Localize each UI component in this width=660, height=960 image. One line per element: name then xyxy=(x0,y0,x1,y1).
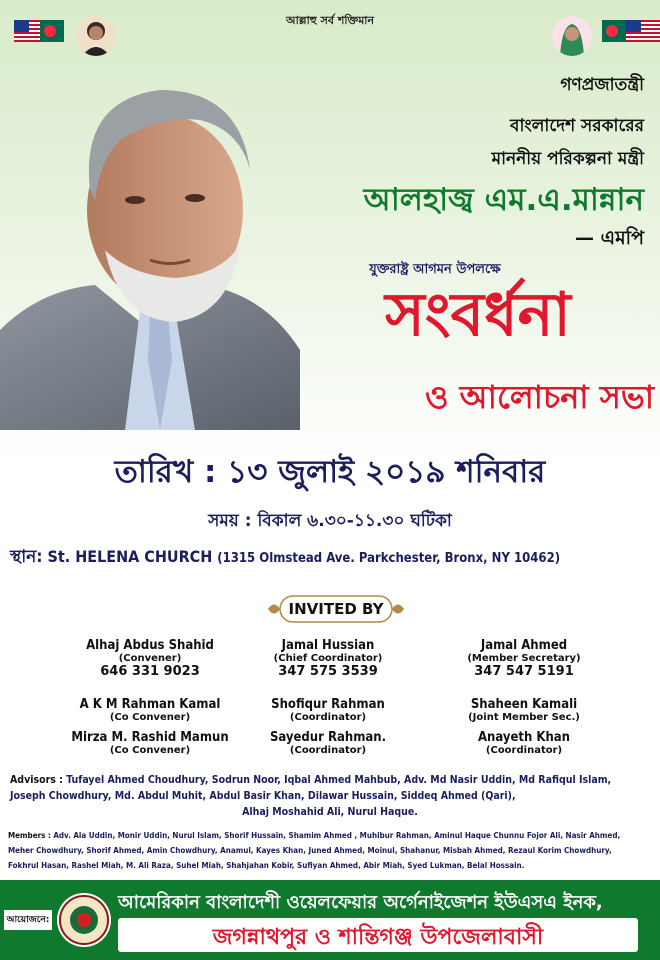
honoree-suffix: — এমপি xyxy=(575,227,644,249)
invitee xyxy=(424,638,624,679)
organizer-label: আয়োজনে: xyxy=(4,910,52,930)
invitee-role: (Chief Coordinator) xyxy=(273,653,383,664)
advisors-line-2: Joseph Chowdhury, Md. Abdul Muhit, Abdul Basir Khan, Dilawar Hussain, Siddeq Ahmed (Qari), xyxy=(10,790,516,802)
event-title: সংবর্ধনা xyxy=(385,280,571,350)
organization-subtitle: জগন্নাথপুর ও শান্তিগঞ্জ উপজেলাবাসী xyxy=(212,925,544,950)
invited-heading: INVITED BY xyxy=(288,600,384,618)
bangladesh-flag-icon-right xyxy=(602,20,626,42)
portrait-image xyxy=(0,60,300,430)
event-time: সময় : বিকাল ৬.৩০-১১.৩০ ঘটিকা xyxy=(208,511,452,531)
invitee-name: Shofiqur Rahman xyxy=(271,697,385,712)
invitee-name: Jamal Ahmed xyxy=(480,638,568,653)
invitee xyxy=(228,697,428,723)
advisors-block xyxy=(10,772,650,820)
advisors-label: Advisors : xyxy=(10,774,63,786)
invitee-name: Sayedur Rahman. xyxy=(269,730,387,745)
invitee-name: Mirza M. Rashid Mamun xyxy=(71,730,229,745)
invitee-name: A K M Rahman Kamal xyxy=(79,697,221,712)
invitee-name: Alhaj Abdus Shahid xyxy=(86,638,214,653)
invitee-name: Anayeth Khan xyxy=(477,730,571,745)
invitee-role: (Coordinator) xyxy=(289,745,367,756)
footer-bar xyxy=(0,880,660,960)
invitee-role: (Co Convener) xyxy=(109,745,191,756)
govt-line-2: বাংলাদেশ সরকারের xyxy=(510,116,644,136)
occasion-text: যুক্তরাষ্ট্র আগমন উপলক্ষে xyxy=(369,262,501,277)
invitee xyxy=(50,697,250,723)
members-line-2: Meher Chowdhury, Shorif Ahmed, Amin Chowdhury, Anamul, Kayes Khan, Juned Ahmed, Moinul, Shahanur, Misbah Ahmed, Rezaul Korim Chowdhury, xyxy=(8,846,612,855)
invitee xyxy=(424,697,624,723)
members-label: Members : xyxy=(8,831,51,840)
venue-name: St. HELENA CHURCH xyxy=(47,547,213,566)
organization-logo-icon xyxy=(56,892,112,948)
avatar-left xyxy=(76,16,116,56)
event-date: তারিখ : ১৩ জুলাই ২০১৯ শনিবার xyxy=(114,454,546,490)
invitee-role: (Coordinator) xyxy=(485,745,563,756)
invitee-name: Shaheen Kamali xyxy=(470,697,578,712)
organization-name: আমেরিকান বাংলাদেশী ওয়েলফেয়ার অর্গেনাইজেশন ইউএসএ ইনক, xyxy=(118,892,603,913)
members-line-3: Fokhrul Hasan, Rashel Miah, M. Ali Raza, Suhel Miah, Shahjahan Kobir, Sufiyan Ahmed, Abir Miah, Syed Lukman, Belal Hossain. xyxy=(8,861,525,870)
invitee-role: (Coordinator) xyxy=(289,712,367,723)
invitee-phone: 347 547 5191 xyxy=(474,664,574,679)
invitee-phone: 347 575 3539 xyxy=(278,664,378,679)
invitee-role: (Co Convener) xyxy=(109,712,191,723)
govt-line-3: মাননীয় পরিকল্পনা মন্ত্রী xyxy=(491,149,644,169)
advisors-line-3: Alhaj Moshahid Ali, Nurul Haque. xyxy=(242,806,418,818)
tagline: আল্লাহু সর্ব শক্তিমান xyxy=(285,14,375,27)
bangladesh-flag-icon xyxy=(40,20,64,42)
invitee-name: Jamal Hussian xyxy=(281,638,375,653)
invitee xyxy=(228,730,428,756)
event-subtitle: ও আলোচনা সভা xyxy=(424,378,654,416)
invitee xyxy=(50,638,250,679)
invitee-phone: 646 331 9023 xyxy=(100,664,200,679)
honoree-name: আলহাজ্ব এম.এ.মান্নান xyxy=(363,182,644,218)
invitee-role: (Member Secretary) xyxy=(467,653,581,664)
invitee xyxy=(228,638,428,679)
advisors-line-1: Tufayel Ahmed Choudhury, Sodrun Noor, Iqbal Ahmed Mahbub, Adv. Md Nasir Uddin, Md Rafiqul Islam, xyxy=(66,774,612,786)
members-block xyxy=(8,828,656,873)
venue-address: (1315 Olmstead Ave. Parkchester, Bronx, NY 10462) xyxy=(217,551,561,566)
invitee xyxy=(50,730,250,756)
invitee-role: (Convener) xyxy=(118,653,182,664)
members-line-1: Adv. Ala Uddin, Monir Uddin, Nurul Islam, Shorif Hussain, Shamim Ahmed , Muhibur Rahman, Aminul Haque Chunnu Fojor Ali, Nasir Ahmed, xyxy=(53,831,621,840)
venue-label: স্থান: xyxy=(10,547,43,567)
govt-line-1: গণপ্রজাতন্ত্রী xyxy=(560,75,644,95)
invitee-role: (Joint Member Sec.) xyxy=(468,712,580,723)
usa-flag-icon-right xyxy=(626,20,660,42)
invitee xyxy=(424,730,624,756)
event-venue xyxy=(10,544,650,572)
avatar-right xyxy=(552,16,592,56)
